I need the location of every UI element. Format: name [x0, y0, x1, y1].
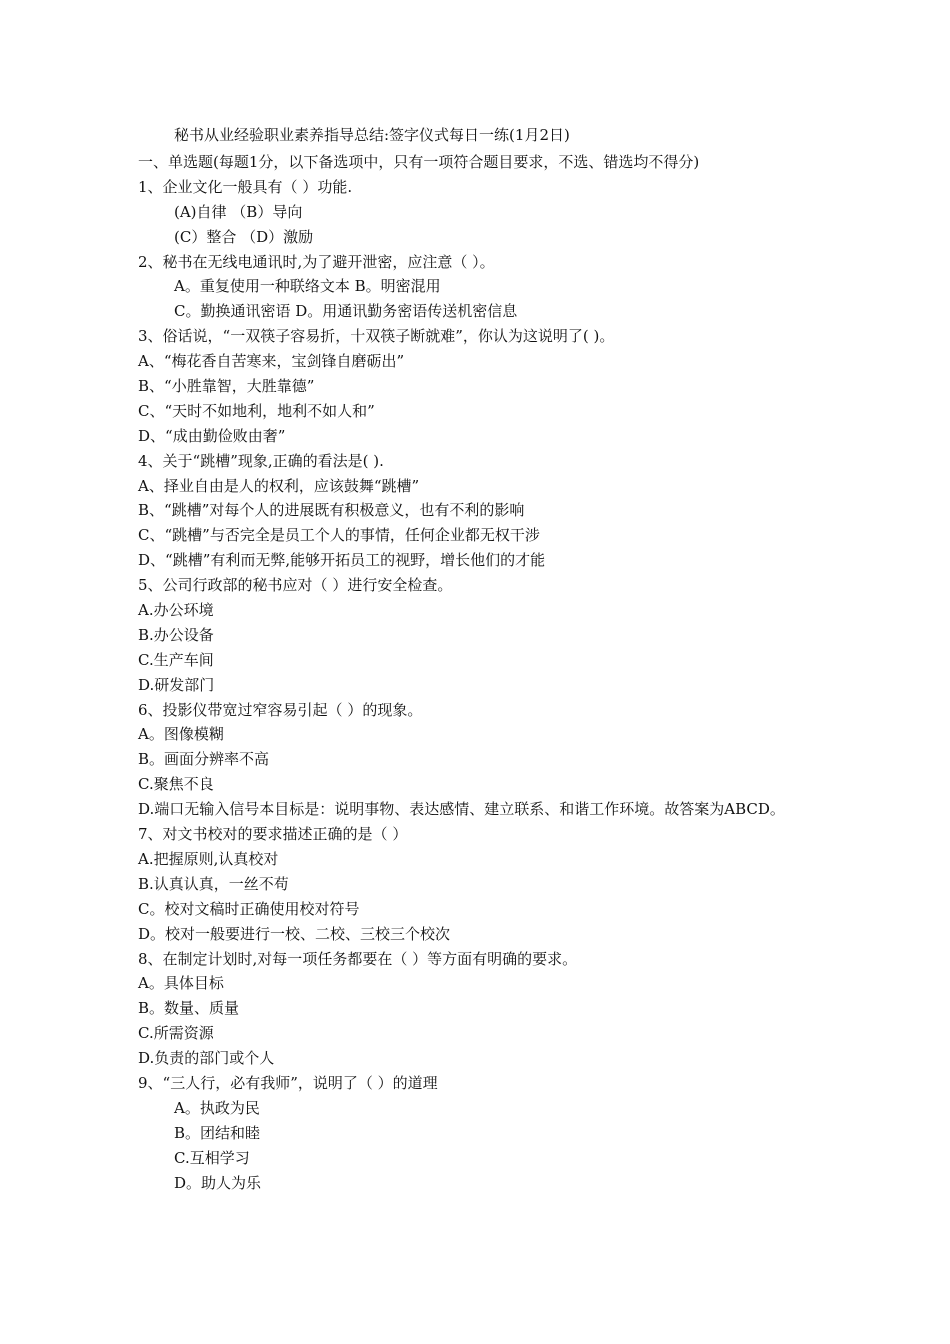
- question-7-option: D。校对一般要进行一校、二校、三校三个校次: [138, 924, 451, 943]
- question-5-option: D.研发部门: [138, 675, 215, 694]
- question-3-option: A、“梅花香自苦寒来，宝剑锋自磨砺出”: [138, 352, 405, 371]
- question-6-option: A。图像模糊: [138, 725, 224, 744]
- question-7-option: C。校对文稿时正确使用校对符号: [138, 899, 360, 918]
- question-6-stem: 6、投影仪带宽过窄容易引起（ ）的现象。: [138, 700, 423, 719]
- question-3-stem: 3、俗话说，“一双筷子容易折，十双筷子断就难”，你认为这说明了( )。: [138, 327, 615, 346]
- question-4-option: C、“跳槽”与否完全是员工个人的事情，任何企业都无权干涉: [138, 526, 540, 545]
- question-8-stem: 8、在制定计划时,对每一项任务都要在（ ）等方面有明确的要求。: [138, 949, 578, 968]
- question-5-stem: 5、公司行政部的秘书应对（ ）进行安全检查。: [138, 576, 453, 595]
- section-header: 一、单选题(每题1分，以下备选项中，只有一项符合题目要求，不选、错选均不得分): [138, 153, 700, 171]
- question-8-option: B。数量、质量: [138, 999, 240, 1018]
- question-4-stem: 4、关于“跳槽”现象,正确的看法是( ).: [138, 451, 384, 470]
- question-5-option: B.办公设备: [138, 625, 214, 644]
- question-3-option: C、“天时不如地利，地利不如人和”: [138, 401, 375, 420]
- question-7-option: B.认真认真，一丝不苟: [138, 874, 289, 893]
- question-1-option: (A)自律 （B）导向: [174, 202, 303, 221]
- question-2-option: A。重复使用一种联络文本 B。明密混用: [174, 277, 441, 296]
- question-8-option: A。具体目标: [138, 974, 224, 993]
- question-9-stem: 9、“三人行，必有我师”，说明了（ ）的道理: [138, 1073, 438, 1092]
- question-1-option: (C）整合 （D）激励: [174, 227, 314, 246]
- question-4-option: D、“跳槽”有利而无弊,能够开拓员工的视野，增长他们的才能: [138, 551, 546, 570]
- question-7-stem: 7、对文书校对的要求描述正确的是（ ）: [138, 825, 408, 844]
- question-8-option: D.负责的部门或个人: [138, 1049, 275, 1068]
- question-1-stem: 1、企业文化一般具有（ ）功能.: [138, 177, 353, 196]
- question-9-option: B。团结和睦: [174, 1123, 261, 1142]
- question-5-option: C.生产车间: [138, 650, 214, 669]
- question-9-option: D。助人为乐: [174, 1173, 262, 1192]
- question-6-option: C.聚焦不良: [138, 775, 214, 794]
- question-9-option: A。执政为民: [174, 1098, 260, 1117]
- question-2-option: C。勤换通讯密语 D。用通讯勤务密语传送机密信息: [174, 302, 518, 321]
- question-4-option: A、择业自由是人的权利，应该鼓舞“跳槽”: [138, 476, 420, 495]
- question-2-stem: 2、秘书在无线电通讯时,为了避开泄密，应注意（ ）。: [138, 252, 495, 271]
- document-title: 秘书从业经验职业素养指导总结:签字仪式每日一练(1月2日): [174, 126, 570, 144]
- question-5-option: A.办公环境: [138, 601, 214, 620]
- question-4-option: B、“跳槽”对每个人的进展既有积极意义，也有不利的影响: [138, 501, 525, 520]
- question-3-option: B、“小胜靠智，大胜靠德”: [138, 377, 315, 396]
- question-6-option: B。画面分辨率不高: [138, 750, 270, 769]
- document-body: [138, 150, 818, 1195]
- question-9-option: C.互相学习: [174, 1148, 250, 1167]
- question-6-option: D.端口无输入信号本目标是：说明事物、表达感情、建立联系、和谐工作环境。故答案为ABCD。: [138, 800, 785, 819]
- question-7-option: A.把握原则,认真校对: [138, 849, 279, 868]
- question-3-option: D、“成由勤俭败由奢”: [138, 426, 286, 445]
- question-8-option: C.所需资源: [138, 1024, 214, 1043]
